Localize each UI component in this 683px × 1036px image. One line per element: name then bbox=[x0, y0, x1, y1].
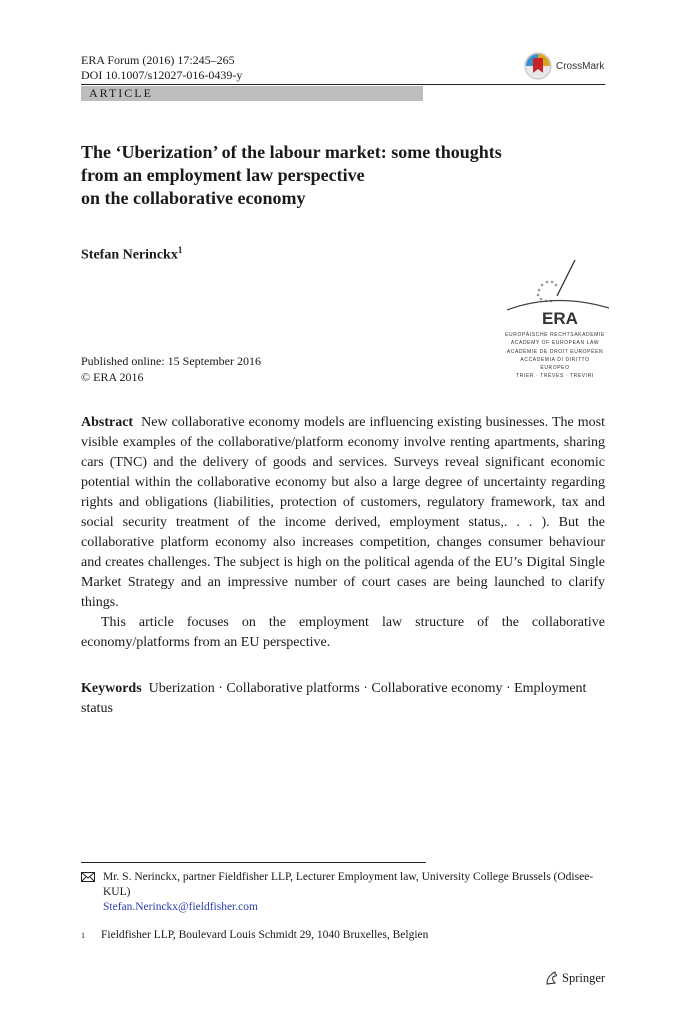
abstract-paragraph-1 bbox=[81, 413, 605, 613]
era-emblem-icon bbox=[505, 258, 615, 326]
title-line-3: on the collaborative economy bbox=[81, 188, 306, 208]
crossmark-label: CrossMark bbox=[556, 60, 605, 72]
keywords bbox=[81, 679, 605, 719]
crossmark-icon bbox=[524, 52, 552, 80]
article-title bbox=[81, 141, 601, 210]
era-logo bbox=[505, 258, 615, 381]
contact-text: Mr. S. Nerinckx, partner Fieldfisher LLP, Lecturer Employment law, University College Brussels (Odisee-KUL) bbox=[103, 871, 594, 898]
footnote-rule bbox=[81, 862, 426, 863]
footnote-1 bbox=[81, 928, 605, 943]
footnote-1-mark: 1 bbox=[81, 931, 85, 940]
era-caption-line: TRIER · TRÈVES · TREVIRI bbox=[516, 373, 594, 380]
author-affiliation-mark: 1 bbox=[177, 245, 183, 255]
springer-horse-icon bbox=[543, 970, 559, 986]
era-wordmark: ERA bbox=[542, 309, 578, 326]
keywords-list: Uberization · Collaborative platforms · Collaborative economy · Employment status bbox=[81, 681, 587, 716]
abstract bbox=[81, 413, 605, 653]
era-caption-line: ACCADEMIA DI DIRITTO EUROPEO bbox=[520, 356, 590, 372]
title-line-2: from an employment law perspective bbox=[81, 165, 365, 185]
era-caption-line: ACADÉMIE DE DROIT EUROPÉEN bbox=[506, 348, 604, 355]
crossmark-badge[interactable] bbox=[524, 52, 604, 80]
author bbox=[81, 245, 182, 264]
era-caption-line: EUROPÄISCHE RECHTSAKADEMIE bbox=[505, 332, 605, 338]
article-type-label: ARTICLE bbox=[89, 86, 153, 100]
springer-logo bbox=[543, 970, 605, 986]
keywords-label: Keywords bbox=[81, 681, 142, 696]
copyright: © ERA 2016 bbox=[81, 370, 144, 384]
author-email-link[interactable]: Stefan.Nerinckx@fieldfisher.com bbox=[103, 901, 258, 913]
footnote-contact bbox=[81, 870, 605, 915]
abstract-paragraph-2: This article focuses on the employment law structure of the collaborative economy/platforms from an EU perspective. bbox=[81, 615, 605, 650]
published-date: Published online: 15 September 2016 bbox=[81, 354, 261, 368]
article-type-bar bbox=[81, 86, 423, 101]
era-caption-line: ACADEMY OF EUROPEAN LAW bbox=[510, 340, 600, 347]
era-caption bbox=[505, 331, 605, 381]
header-rule bbox=[81, 84, 605, 85]
footnote-1-text: Fieldfisher LLP, Boulevard Louis Schmidt 29, 1040 Bruxelles, Belgien bbox=[101, 929, 429, 941]
title-line-1: The ‘Uberization’ of the labour market: some thoughts bbox=[81, 142, 502, 162]
doi: DOI 10.1007/s12027-016-0439-y bbox=[81, 68, 243, 82]
author-name: Stefan Nerinckx bbox=[81, 247, 178, 263]
springer-label: Springer bbox=[562, 970, 606, 985]
journal-citation: ERA Forum (2016) 17:245–265 bbox=[81, 53, 235, 67]
abstract-label: Abstract bbox=[81, 415, 134, 430]
abstract-text-1: New collaborative economy models are influencing existing businesses. The most visible examples of the collaborative/platform economy involve renting apartments, sharing cars (TNC) and the delivery of goods and services. Surveys reveal significant economic potential within the collaborative economy but also a large degree of uncertainty regarding rights and obligations (liabilities, protection of customers, regulatory framework, tax and social security treatment of the income derived, employment status,. . . ). But the collaborative platform economy also increases competition, changes consumer behaviour and creates challenges. The subject is high on the political agenda of the EU’s Digital Single Market Strategy and an impressive number of court cases are being launched to clarify things. bbox=[81, 415, 605, 610]
